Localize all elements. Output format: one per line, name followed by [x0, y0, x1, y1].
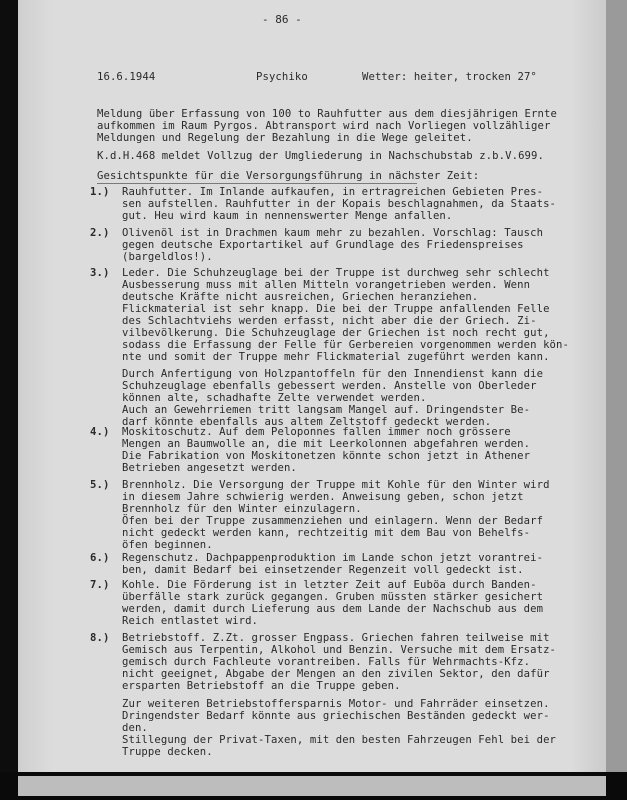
entry-location: Psychiko — [256, 71, 308, 83]
item-text-line: Stillegung der Privat-Taxen, mit den besten Fahrzeugen Fehl bei der — [122, 734, 557, 746]
item-text-line: deutsche Kräfte nicht ausreichen, Griechen heranziehen. — [122, 291, 479, 303]
item-text-line: Flickmaterial ist sehr knapp. Die bei der Truppe anfallenden Felle — [122, 303, 550, 315]
intro-line: Meldung über Erfassung von 100 to Rauhfutter aus dem diesjährigen Ernte — [97, 108, 557, 120]
item-number: 7.) — [90, 579, 110, 591]
item-text-line: ersparten Betriebstoff an die Truppe geben. — [122, 680, 401, 692]
item-number: 8.) — [90, 632, 110, 644]
item-number: 1.) — [90, 186, 110, 198]
page-number: - 86 - — [262, 13, 302, 26]
item-text-line: sodass die Erfassung der Felle für Gerbereien vorgenommen werden kön- — [122, 339, 569, 351]
item-text-line: Gemisch aus Terpentin, Alkohol und Benzin. Versuche mit dem Ersatz- — [122, 644, 557, 656]
item-text-line: ben, damit Bedarf bei einsetzender Regenzeit voll gedeckt ist. — [122, 564, 524, 576]
item-text-line: nicht geeignet, Abgabe der Mengen an den zivilen Sektor, den dafür — [122, 668, 550, 680]
item-text-line: Auch an Gewehrriemen tritt langsam Mangel auf. Dringendster Be- — [122, 404, 531, 416]
item-text-line: Zur weiteren Betriebstoffersparnis Motor- und Fahrräder einsetzen. — [122, 698, 550, 710]
item-text-line: Mengen an Baumwolle an, die mit Leerkolonnen abgefahren werden. — [122, 438, 531, 450]
item-text-line: Die Fabrikation von Moskitonetzen könnte schon jetzt in Athener — [122, 450, 531, 462]
item-text-line: gegen deutsche Exportartikel auf Grundlage des Friedenspreises — [122, 239, 524, 251]
item-number: 4.) — [90, 426, 110, 438]
item-text-line: überfälle stark zurück gegangen. Gruben müssten stärker gesichert — [122, 591, 544, 603]
item-text-line: werden, damit durch Lieferung aus dem Lande der Nachschub aus dem — [122, 603, 544, 615]
item-text-line: Öfen bei der Truppe zusammenziehen und einlagern. Wenn der Bedarf — [122, 515, 544, 527]
item-text-line: Durch Anfertigung von Holzpantoffeln für den Innendienst kann die — [122, 368, 544, 380]
weather-note: Wetter: heiter, trocken 27° — [362, 71, 537, 83]
item-text-line: sen aufstellen. Rauhfutter in der Kopais beschlagnahmen, da Staats- — [122, 198, 557, 210]
page-edge — [606, 0, 627, 800]
item-text-line: (bargeldlos!). — [122, 251, 213, 263]
item-text-line: können alte, schadhafte Zelte verwendet werden. — [122, 392, 427, 404]
item-text-line: darf könnte ebenfalls aus altem Zeltstoff gedeckt werden. — [122, 416, 492, 428]
item-text-line: Betriebstoff. Z.Zt. grosser Engpass. Griechen fahren teilweise mit — [122, 632, 550, 644]
intro-line: aufkommen im Raum Pyrgos. Abtransport wird nach Vorliegen vollzähliger — [97, 120, 551, 132]
item-text-line: Truppe decken. — [122, 746, 213, 758]
item-text-line: den. — [122, 722, 148, 734]
item-text-line: Dringendster Bedarf könnte aus griechischen Beständen gedeckt wer- — [122, 710, 550, 722]
item-text-line: gemisch durch Fachleute vorantreiben. Falls für Wehrmachts-Kfz. — [122, 656, 531, 668]
item-text-line: Schuhzeuglage ebenfalls gebessert werden. Anstelle von Oberleder — [122, 380, 537, 392]
item-text-line: öfen beginnen. — [122, 539, 213, 551]
heading-underline — [97, 183, 417, 184]
item-number: 5.) — [90, 479, 110, 491]
item-text-line: Reich entlastet wird. — [122, 615, 259, 627]
item-text-line: vilbevölkerung. Die Schuhzeuglage der Griechen ist noch recht gut, — [122, 327, 550, 339]
item-text-line: Olivenöl ist in Drachmen kaum mehr zu bezahlen. Vorschlag: Tausch — [122, 227, 544, 239]
intro-line: Meldungen und Regelung der Bezahlung in die Wege geleitet. — [97, 132, 473, 144]
entry-date: 16.6.1944 — [97, 71, 156, 83]
item-text-line: Betrieben angesetzt werden. — [122, 462, 297, 474]
item-text-line: Rauhfutter. Im Inlande aufkaufen, in ertragreichen Gebieten Pres- — [122, 186, 544, 198]
item-text-line: Brennholz. Die Versorgung der Truppe mit Kohle für den Winter wird — [122, 479, 550, 491]
item-text-line: Kohle. Die Förderung ist in letzter Zeit auf Euböa durch Banden- — [122, 579, 537, 591]
item-number: 6.) — [90, 552, 110, 564]
item-text-line: des Schlachtviehs werden erfasst, nicht aber die der Griech. Zi- — [122, 315, 537, 327]
item-number: 3.) — [90, 267, 110, 279]
item-text-line: nicht gedeckt werden kann, rechtzeitig mit dem Bau von Behelfs- — [122, 527, 531, 539]
item-text-line: Regenschutz. Dachpappenproduktion im Lande schon jetzt vorantrei- — [122, 552, 544, 564]
item-text-line: Leder. Die Schuhzeuglage bei der Truppe ist durchweg sehr schlecht — [122, 267, 550, 279]
item-text-line: in diesem Jahre schwierig werden. Anweisung geben, schon jetzt — [122, 491, 524, 503]
item-number: 2.) — [90, 227, 110, 239]
item-text-line: Moskitoschutz. Auf dem Peloponnes fallen immer noch grössere — [122, 426, 511, 438]
item-text-line: gut. Heu wird kaum in nennenswerter Menge anfallen. — [122, 210, 453, 222]
item-text-line: Ausbesserung muss mit allen Mitteln vorangetrieben werden. Wenn — [122, 279, 531, 291]
section-heading: Gesichtspunkte für die Versorgungsführung in nächster Zeit: — [97, 170, 480, 182]
item-text-line: nte und somit der Truppe mehr Flickmaterial zugeführt werden kann. — [122, 351, 550, 363]
intro-line: K.d.H.468 meldet Vollzug der Umgliederung in Nachschubstab z.b.V.699. — [97, 150, 544, 162]
scan-bottom-edge — [0, 772, 627, 800]
item-text-line: Brennholz für den Winter einzulagern. — [122, 503, 362, 515]
